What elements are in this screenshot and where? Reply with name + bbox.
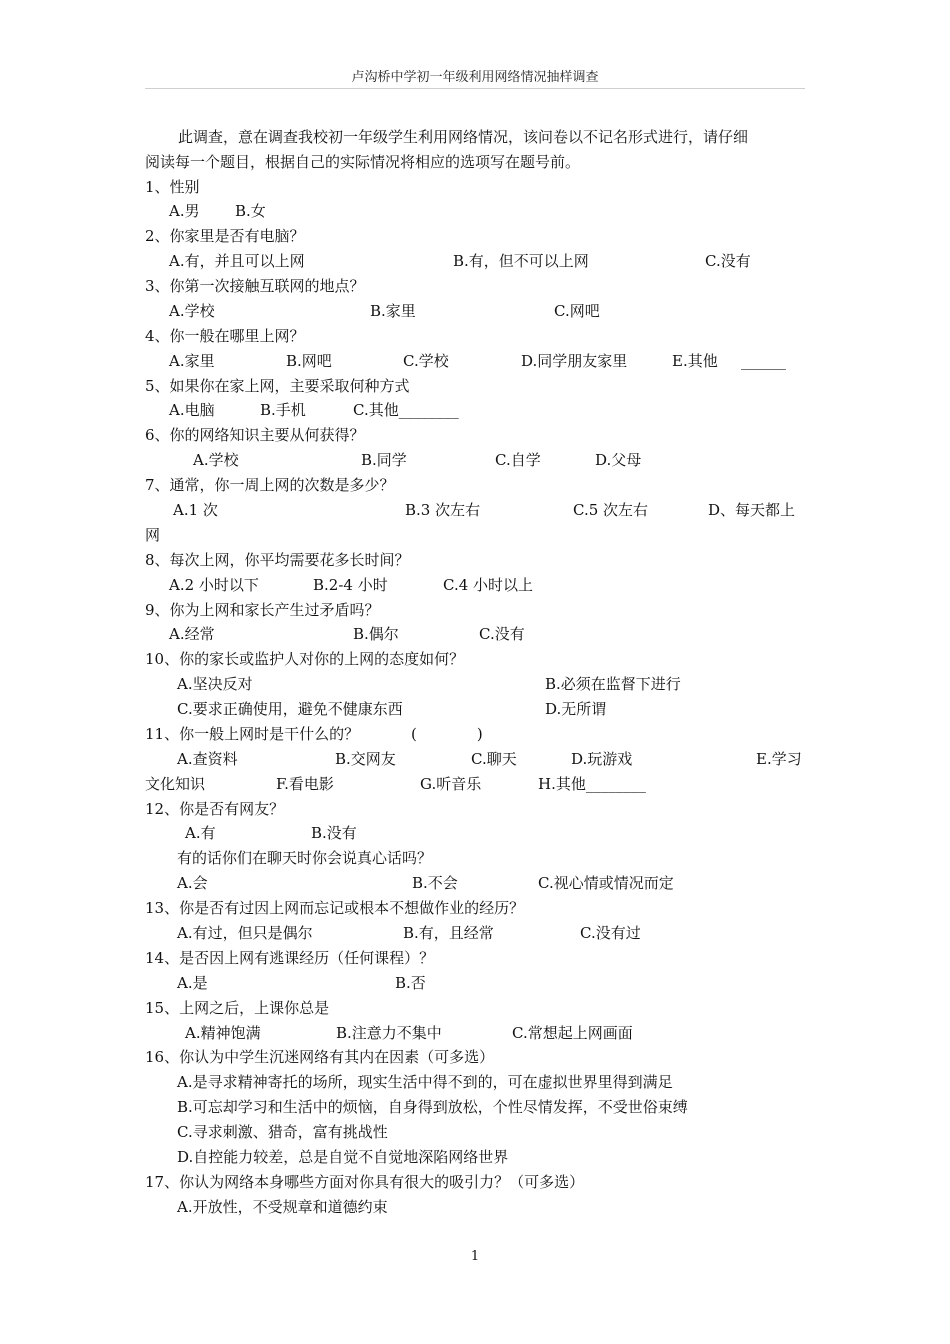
q7-option-d: D、每天都上 (708, 501, 796, 519)
q12-followup-option-c: C.视心情或情况而定 (538, 874, 674, 892)
q6-option-b: B.同学 (361, 451, 407, 469)
q10-option-c: C.要求正确使用，避免不健康东西 (177, 700, 403, 718)
q11-option-g: G.听音乐 (420, 775, 482, 793)
q6-option-a: A.学校 (193, 451, 239, 469)
q11-option-e-wrap: 文化知识 (145, 775, 206, 793)
q1-option-b: B.女 (235, 202, 266, 220)
question-2: 2、你家里是否有电脑？ (145, 227, 305, 245)
q3-option-a: A.学校 (169, 302, 215, 320)
q6-option-d: D.父母 (595, 451, 642, 469)
q2-option-c: C.没有 (705, 252, 751, 270)
q1-option-a: A.男 (169, 202, 200, 220)
question-9: 9、你为上网和家长产生过矛盾吗？ (145, 601, 380, 619)
q4-option-e: E.其他 (672, 352, 718, 370)
question-12: 12、你是否有网友？ (145, 800, 285, 818)
q9-option-a: A.经常 (169, 625, 215, 643)
q2-option-a: A.有，并且可以上网 (169, 252, 305, 270)
q4-option-a: A.家里 (169, 352, 215, 370)
q10-option-a: A.坚决反对 (177, 675, 253, 693)
q9-option-b: B.偶尔 (353, 625, 399, 643)
q15-option-c: C.常想起上网画面 (512, 1024, 633, 1042)
question-17: 17、你认为网络本身哪些方面对你具有很大的吸引力？（可多选） (145, 1173, 585, 1191)
q14-option-a: A.是 (177, 974, 208, 992)
page-number: 1 (470, 1249, 480, 1264)
question-15: 15、上网之后，上课你总是 (145, 999, 330, 1017)
q14-option-b: B.否 (395, 974, 426, 992)
q15-option-b: B.注意力不集中 (336, 1024, 442, 1042)
q8-option-c: C.4 小时以上 (443, 576, 534, 594)
q5-option-a: A.电脑 (169, 401, 215, 419)
q11-option-a: A.查资料 (177, 750, 238, 768)
q13-option-c: C.没有过 (580, 924, 641, 942)
q4-option-c: C.学校 (403, 352, 449, 370)
q11-option-d: D.玩游戏 (571, 750, 633, 768)
intro-line-2: 阅读每一个题目，根据自己的实际情况将相应的选项写在题号前。 (145, 153, 581, 171)
question-13: 13、你是否有过因上网而忘记或根本不想做作业的经历？ (145, 899, 525, 917)
q11-option-b: B.交网友 (335, 750, 396, 768)
q12-followup-option-b: B.不会 (412, 874, 458, 892)
q12-option-b: B.没有 (311, 824, 357, 842)
intro-line-1: 此调查，意在调查我校初一年级学生利用网络情况，该问卷以不记名形式进行，请仔细 (178, 128, 749, 146)
q11-answer-blank: ( ) (411, 725, 483, 743)
q7-option-a: A.1 次 (173, 501, 218, 519)
q16-option-a: A.是寻求精神寄托的场所，现实生活中得不到的，可在虚拟世界里得到满足 (177, 1073, 673, 1091)
q3-option-b: B.家里 (370, 302, 416, 320)
q8-option-b: B.2-4 小时 (313, 576, 388, 594)
q17-option-a: A.开放性，不受规章和道德约束 (177, 1198, 388, 1216)
q12-option-a: A.有 (185, 824, 216, 842)
question-11-row (145, 723, 483, 745)
q3-option-c: C.网吧 (554, 302, 600, 320)
question-4: 4、你一般在哪里上网？ (145, 327, 305, 345)
q10-option-b: B.必须在监督下进行 (545, 675, 681, 693)
q5-option-c: C.其他________ (353, 401, 459, 419)
q11-option-c: C.聊天 (471, 750, 517, 768)
header-rule (145, 88, 805, 89)
question-7: 7、通常，你一周上网的次数是多少？ (145, 476, 395, 494)
page-header: 卢沟桥中学初一年级利用网络情况抽样调查 (351, 70, 599, 85)
q6-option-c: C.自学 (495, 451, 541, 469)
q13-option-a: A.有过，但只是偶尔 (177, 924, 313, 942)
q9-option-c: C.没有 (479, 625, 525, 643)
q10-option-d: D.无所谓 (545, 700, 607, 718)
q2-option-b: B.有，但不可以上网 (453, 252, 589, 270)
question-12-followup: 有的话你们在聊天时你会说真心话吗？ (177, 849, 433, 867)
q7-option-c: C.5 次左右 (573, 501, 649, 519)
q8-option-a: A.2 小时以下 (169, 576, 259, 594)
q12-followup-option-a: A.会 (177, 874, 208, 892)
q16-option-b: B.可忘却学习和生活中的烦恼，自身得到放松，个性尽情发挥，不受世俗束缚 (177, 1098, 688, 1116)
question-5: 5、如果你在家上网，主要采取何种方式 (145, 377, 410, 395)
question-14: 14、是否因上网有逃课经历（任何课程）？ (145, 949, 435, 967)
q5-option-b: B.手机 (260, 401, 306, 419)
q11-option-e: E.学习 (756, 750, 802, 768)
q4-blank: ______ (741, 352, 786, 370)
q11-option-f: F.看电影 (276, 775, 334, 793)
question-8: 8、每次上网，你平均需要花多长时间？ (145, 551, 410, 569)
question-16: 16、你认为中学生沉迷网络有其内在因素（可多选） (145, 1048, 495, 1066)
question-11: 11、你一般上网时是干什么的？ (145, 725, 360, 743)
q7-option-b: B.3 次左右 (405, 501, 481, 519)
q16-option-c: C.寻求刺激、猎奇，富有挑战性 (177, 1123, 388, 1141)
q15-option-a: A.精神饱满 (185, 1024, 261, 1042)
q13-option-b: B.有，且经常 (403, 924, 494, 942)
q16-option-d: D.自控能力较差，总是自觉不自觉地深陷网络世界 (177, 1148, 509, 1166)
question-1: 1、性别 (145, 178, 200, 196)
q4-option-b: B.网吧 (286, 352, 332, 370)
question-3: 3、你第一次接触互联网的地点？ (145, 277, 365, 295)
q11-option-h: H.其他________ (538, 775, 646, 793)
question-6: 6、你的网络知识主要从何获得？ (145, 426, 365, 444)
question-10: 10、你的家长或监护人对你的上网的态度如何？ (145, 650, 465, 668)
q4-option-d: D.同学朋友家里 (521, 352, 628, 370)
question-7-wrap: 网 (145, 526, 161, 544)
